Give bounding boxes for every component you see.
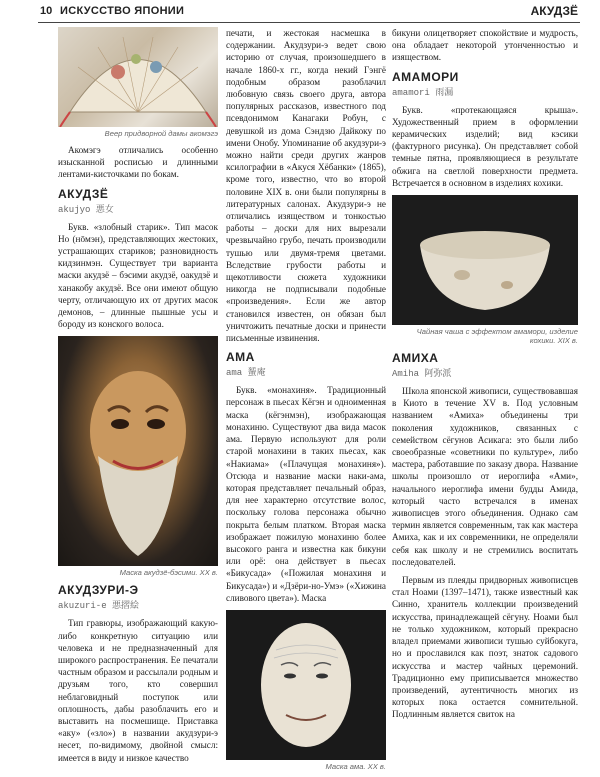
- running-headword: АКУДЗЁ: [530, 4, 578, 18]
- ama-mask-drawing: [226, 610, 386, 760]
- entry-reading-ama: ama 蜑庵: [226, 368, 266, 379]
- akujo-mask-image: [58, 336, 218, 566]
- ama-mask-image: [226, 610, 386, 760]
- entry-text-ama: Букв. «монахиня». Традиционный персонаж в пьесах Кёгэн и одноименная маска (кёгэнмэн), изображающая монахиню. Существуют два вида масок ама. Первую используют для роли старой монахини в таких пьесах, как «Накиама» («Плачущая монахиня»). Отсюда и название маски наки-ама, которая представляет печальный образ, для нее характерно отсутствие волос, поскольку голова персонажа обычно покрыта белым платком. Вторая маска изображает пожилую монахиню более высокого ранга и известна как бикуни или орё: она действует в пьесах «Бикусада» («Пожилая монахиня и Бикусада») и «Дзёри-но-Умэ» («Хижина сливового цвета»). Маска: [226, 385, 386, 603]
- intro-paragraph: Акомэгэ отличались особенно изысканной росписью и длинными лентами-кисточками по бокам.: [58, 145, 218, 180]
- tea-bowl-drawing: [392, 195, 578, 325]
- entry-text-amiha-2: Первым из плеяды придворных живописцев стал Ноами (1397–1471), также известный как Синно, хранитель коллекции произведений искусства, принадлежащей сёгуну. Ноами был не только художником, который прекрасно владел приемами живописи тушью суйбокуга, но и прославился как поэт, знаток садового искусства и мастер чайных церемоний. Традиционно ему приписывается множество произведений, аутентичность многих из которых пока остается сомнительной. Подлинным является свиток на: [392, 575, 578, 720]
- col3-continued-text: бикуни олицетворяет спокойствие и мудрость, она обладает некоторой утонченностью и изяществом.: [392, 28, 578, 63]
- entry-reading-akuzuri: akuzuri-e 悪摺絵: [58, 601, 140, 612]
- entry-title-ama: АМА: [226, 350, 255, 365]
- tea-bowl-caption: Чайная чаша с эффектом амамори, изделие кохики. XIX в.: [416, 327, 578, 346]
- fan-caption: Веер придворной дамы акомэгэ: [104, 129, 218, 138]
- entry-reading-akujo: akujyo 悪女: [58, 204, 114, 215]
- mask-drawing: [58, 336, 218, 566]
- header-rule: [38, 22, 580, 23]
- entry-text-akujo: Букв. «злобный старик». Тип масок Но (нōмэн), представляющих жестоких, устрашающих стариков; разновидность кидзинмэн. Существует три варианта маски акудзё – бэсими акудзё, оакудзё и ханакобу акудзё. Все они имеют общую черту, отличающую их от других масок демонов, – длинные пышные усы и бороду из конского волоса.: [58, 221, 218, 330]
- entry-title-amamori: АМАМОРИ: [392, 69, 459, 84]
- entry-reading-amamori: amamori 雨漏: [392, 87, 454, 98]
- page-number: 10: [40, 5, 53, 17]
- section-title: ИСКУССТВО ЯПОНИИ: [60, 5, 185, 17]
- col2-continued-text: печати, и жестокая насмешка в содержании. Акудзури-э ведет свою историю от случая, произошедшего в начале 1860-х гг., когда некий Гэнгё подобным образом разоблачил любовную связь своего друга, автора популярных рассказов, известного под псевдонимом Канагаки Робун, с девушкой из дома Сэндзю Дайкоку по имени Онобу. Упоминание об акудзури-э можно найти среди других жанров ксилографии в «Акуся Хёбанки» (1865), кроме того, известно, что во второй половине XIX в. они были популярны в литературных салонах. Акудзури-э не отличались изяществом и тонкостью работы – доски для них вырезали чрезвычайно грубо, печать производили тушью или двумя-тремя цветами. Вследствие грубости работы и щекотливости сюжета художники никогда не подписывали подобные «произведения». Если же автор становился известен, он обязан был уничтожить печатные доски и принести письменные извинения.: [226, 28, 386, 344]
- column-3: [392, 27, 578, 727]
- entry-text-amamori: Букв. «протекающаяся крыша». Художественный прием в оформлении керамических изделий; вид кэсики (фактурного рисунка). Он представляет собой темные пятна, проявляющиеся в результате обжига на светлой поверхности предмета. Встречается в основном в изделиях кохики.: [392, 104, 578, 188]
- column-1: [58, 27, 218, 770]
- tea-bowl-image: [392, 195, 578, 325]
- akujo-mask-caption: Маска акудзё-бэсими. XX в.: [119, 568, 218, 578]
- entry-title-akuzuri: АКУДЗУРИ-Э: [58, 583, 139, 598]
- entry-reading-amiha: Amiha 阿弥派: [392, 369, 452, 380]
- ama-mask-caption: Маска ама. XX в.: [325, 761, 386, 771]
- entry-text-akuzuri: Тип гравюры, изображающий какую-либо конкретную ситуацию или человека и не предназначенный для широкого распространения. Ее печатали частным образом и рассылали родным и друзьям того, кто совершил неблаговидный поступок или оплошность, дабы разоблачить его и выставить на посмешище. Приставка «аку» («зло») в названии акудзури-э несет, по-видимому, двойной смысл: имеется в виду и низкое качество: [58, 618, 218, 763]
- entry-title-akujo: АКУДЗЁ: [58, 186, 109, 201]
- fan-image: [58, 27, 218, 127]
- page-header: [0, 0, 600, 22]
- entry-text-amiha-1: Школа японской живописи, существовавшая в Киото в течение XV в. Под условным названием «Амиха» объединены три поколения художников, связанных с семейством сёгунов Асикага: это были либо своеобразные «советники по культуре», либо мастера, работавшие по заказу двора. Название школы произошло от иероглифа «Ами», начального иероглифа имени будды Амида, который часто встречался в именах живописцев этого объединения. Однако сам термин является современным, так как мастера Амиха, как и их современники, не определяли себя как школу и не стремились воспитать последователей.: [392, 386, 578, 567]
- entry-title-amiha: АМИХА: [392, 351, 439, 366]
- fan-drawing: [58, 27, 218, 127]
- column-2: [226, 27, 386, 777]
